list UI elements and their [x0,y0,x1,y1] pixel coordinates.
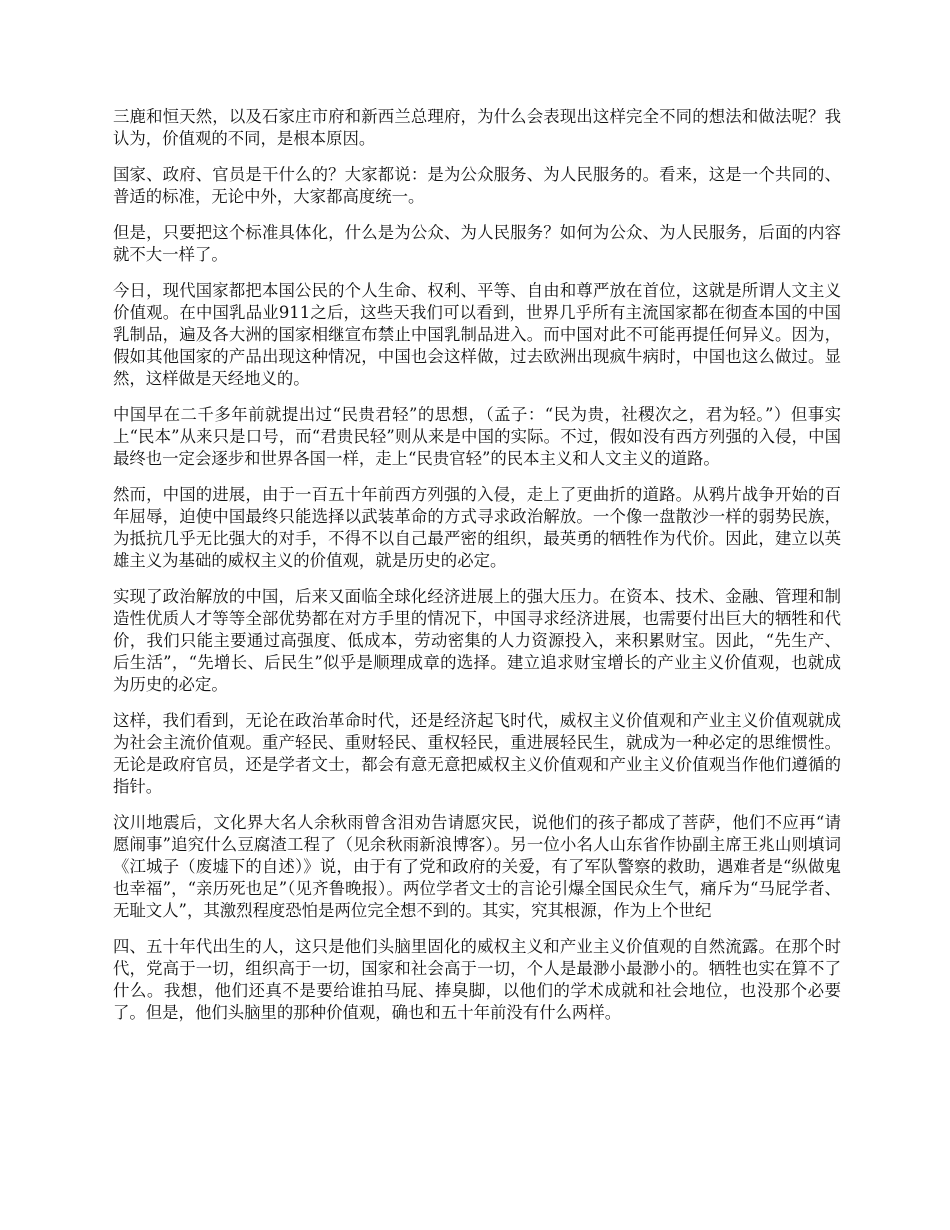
paragraph-7: 实现了政治解放的中国，后来又面临全球化经济进展上的强大压力。在资本、技术、金融、管理和制造性优质人才等等全部优势都在对方手里的情况下，中国寻求经济进展，也需要付出巨大的牺牲和代价，我们只能主要通过高强度、低成本，劳动密集的人力资源投入，来积累财宝。因此，“先生产、后生活”，“先增长、后民生”似乎是顺理成章的选择。建立追求财宝增长的产业主义价值观，也就成为历史的必定。 [113,587,841,694]
paragraph-10: 四、五十年代出生的人，这只是他们头脑里固化的威权主义和产业主义价值观的自然流露。在那个时代，党高于一切，组织高于一切，国家和社会高于一切，个人是最渺小最渺小的。牺牲也实在算不了什么。我想，他们还真不是要给谁拍马屁、捧臭脚，以他们的学术成就和社会地位，也没那个必要了。但是，他们头脑里的那种价值观，确也和五十年前没有什么两样。 [113,937,841,1022]
paragraph-2: 国家、政府、官员是干什么的？大家都说：是为公众服务、为人民服务的。看来，这是一个共同的、普适的标准，无论中外，大家都高度统一。 [113,165,841,206]
document-page [113,106,841,1038]
paragraph-5: 中国早在二千多年前就提出过“民贵君轻”的思想，（孟子：“民为贵，社稷次之，君为轻。”）但事实上“民本”从来只是口号，而“君贵民轻”则从来是中国的实际。不过，假如没有西方列强的入侵，中国最终也一定会逐步和世界各国一样，走上“民贵官轻”的民本主义和人文主义的道路。 [113,405,841,468]
paragraph-3: 但是，只要把这个标准具体化，什么是为公众、为人民服务？如何为公众、为人民服务，后面的内容就不大一样了。 [113,223,841,264]
paragraph-8: 这样，我们看到，无论在政治革命时代，还是经济起飞时代，威权主义价值观和产业主义价值观就成为社会主流价值观。重产轻民、重财轻民、重权轻民，重进展轻民生，就成为一种必定的思维惯性。无论是政府官员，还是学者文士，都会有意无意把威权主义价值观和产业主义价值观当作他们遵循的指针。 [113,711,841,796]
paragraph-6: 然而，中国的进展，由于一百五十年前西方列强的入侵，走上了更曲折的道路。从鸦片战争开始的百年屈辱，迫使中国最终只能选择以武装革命的方式寻求政治解放。一个像一盘散沙一样的弱势民族，为抵抗几乎无比强大的对手，不得不以自己最严密的组织，最英勇的牺牲作为代价。因此，建立以英雄主义为基础的威权主义的价值观，就是历史的必定。 [113,485,841,570]
paragraph-4: 今日，现代国家都把本国公民的个人生命、权利、平等、自由和尊严放在首位，这就是所谓人文主义价值观。在中国乳品业911之后，这些天我们可以看到，世界几乎所有主流国家都在彻查本国的中国乳制品，遍及各大洲的国家相继宣布禁止中国乳制品进入。而中国对此不可能再提任何异义。因为，假如其他国家的产品出现这种情况，中国也会这样做，过去欧洲出现疯牛病时，中国也这么做过。显然，这样做是天经地义的。 [113,281,841,388]
paragraph-9: 汶川地震后，文化界大名人余秋雨曾含泪劝告请愿灾民，说他们的孩子都成了菩萨，他们不应再“请愿闹事”追究什么豆腐渣工程了（见余秋雨新浪博客）。另一位小名人山东省作协副主席王兆山则填词《江城子（废墟下的自述）》说，由于有了党和政府的关爱，有了军队警察的救助，遇难者是“纵做鬼也幸福”，“亲历死也足”（见齐鲁晚报）。两位学者文士的言论引爆全国民众生气，痛斥为“马屁学者、无耻文人”，其激烈程度恐怕是两位完全想不到的。其实，究其根源，作为上个世纪 [113,813,841,920]
paragraph-1: 三鹿和恒天然，以及石家庄市府和新西兰总理府，为什么会表现出这样完全不同的想法和做法呢？我认为，价值观的不同，是根本原因。 [113,107,841,148]
